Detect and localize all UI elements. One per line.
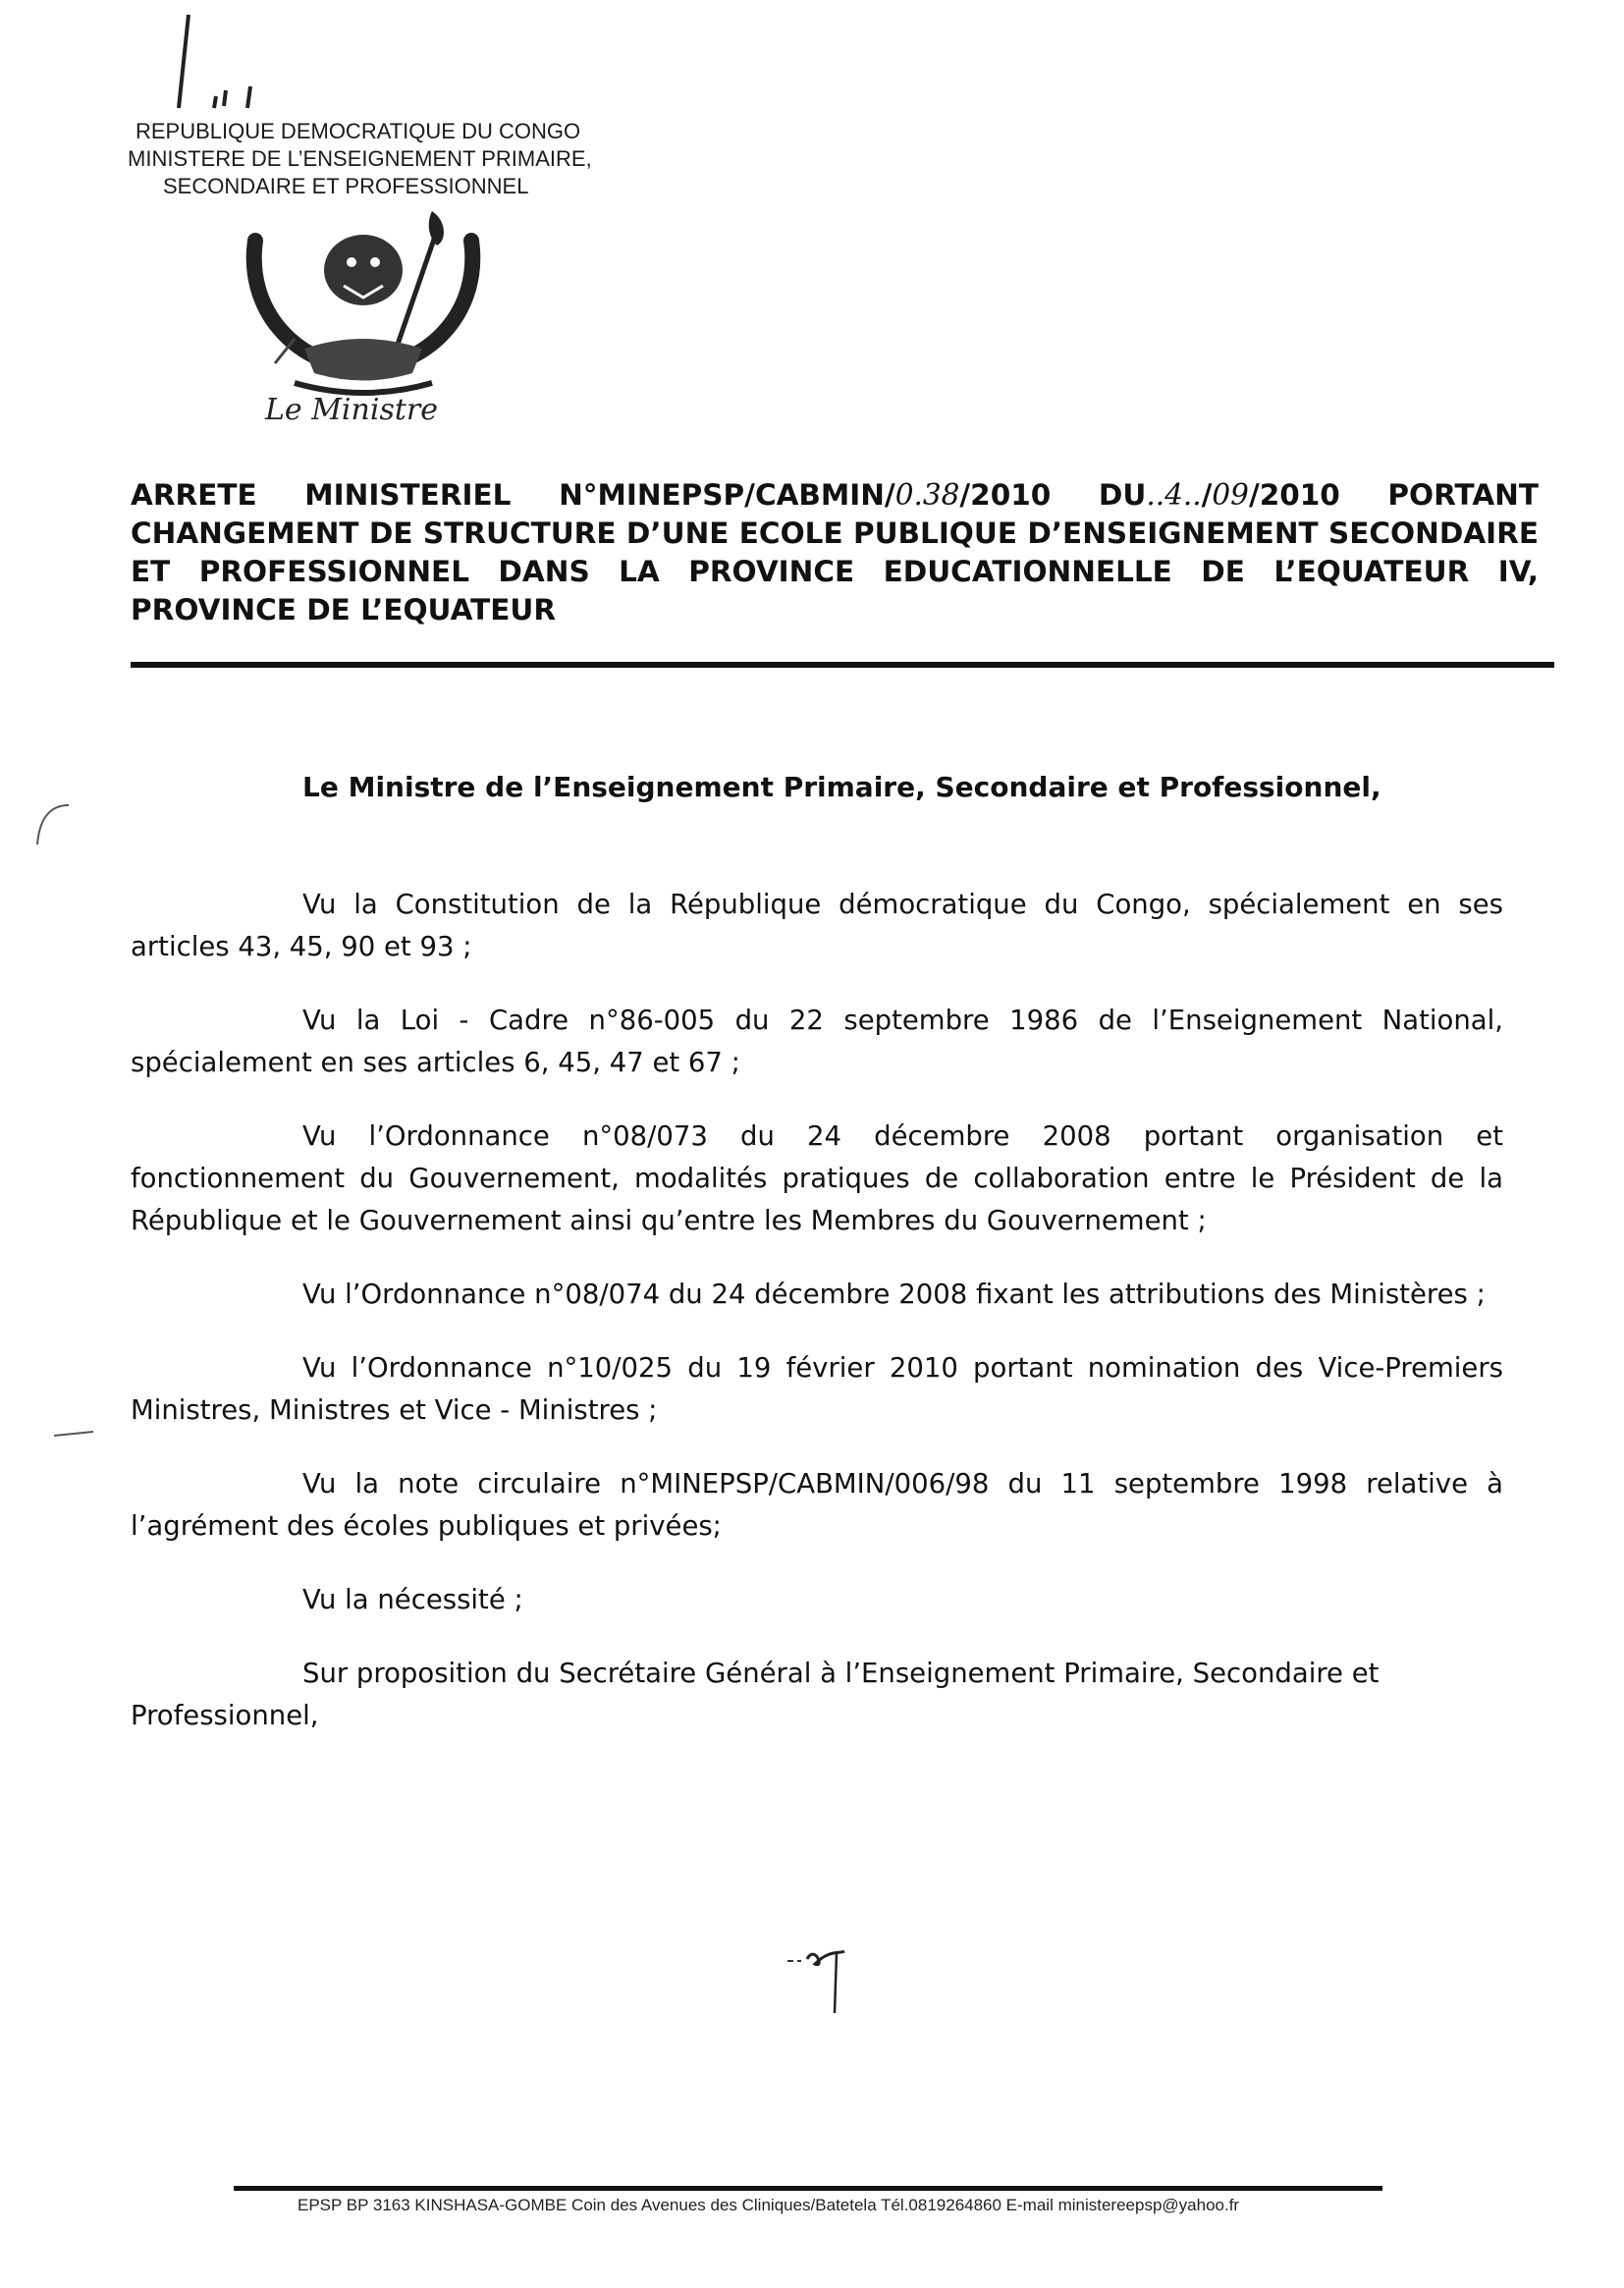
footer-contact: EPSP BP 3163 KINSHASA-GOMBE Coin des Avenues des Cliniques/Batetela Tél.0819264860 E-mail ministereepsp@yahoo.fr — [298, 2196, 1240, 2214]
margin-mark — [29, 800, 79, 849]
decree-title — [131, 476, 1539, 629]
preamble-paragraph: Vu la Constitution de la République démocratique du Congo, spécialement en ses articles 43, 45, 90 et 93 ; — [131, 889, 1503, 962]
preamble — [131, 884, 1503, 1769]
preamble-paragraph: Vu l’Ordonnance n°10/025 du 19 février 2010 portant nomination des Vice-Premiers Ministres, Ministres et Vice - Ministres ; — [131, 1352, 1503, 1426]
preamble-paragraph: Vu la nécessité ; — [302, 1584, 523, 1615]
title-part-2: /2010 DU — [959, 478, 1147, 512]
country-name: REPUBLIQUE DEMOCRATIQUE DU CONGO — [135, 119, 581, 143]
preamble-paragraph: Vu l’Ordonnance n°08/073 du 24 décembre 2008 portant organisation et fonctionnement du Gouvernement, modalités pratiques de collaboration entre le Président de la République et le Gouvernement ainsi qu’entre les Membres du Gouvernement ; — [131, 1120, 1503, 1236]
handwritten-month: 09 — [1212, 478, 1249, 512]
preamble-paragraph: Sur proposition du Secrétaire Général à l’Enseignement Primaire, Secondaire et Professionnel, — [131, 1658, 1380, 1731]
margin-mark — [49, 1424, 98, 1444]
ministry-name-cont: SECONDAIRE ET PROFESSIONNEL — [163, 174, 529, 198]
coat-of-arms-emblem — [236, 191, 491, 398]
letterhead — [128, 118, 592, 200]
title-underline — [131, 662, 1554, 668]
preamble-paragraph: Vu la Loi - Cadre n°86-005 du 22 septembre 1986 de l’Enseignement National, spécialement en ses articles 6, 45, 47 et 67 ; — [131, 1005, 1503, 1078]
title-separator: / — [1201, 478, 1213, 512]
handwritten-initials — [785, 1939, 864, 2018]
title-part-3: /2010 PORTANT CHANGEMENT DE STRUCTURE D’UNE ECOLE PUBLIQUE D’ENSEIGNEMENT SECONDAIRE ET PROFESSIONNEL DANS LA PROVINCE EDUCATIONNELLE DE L’EQUATEUR IV, PROVINCE DE L’EQUATEUR — [131, 478, 1539, 626]
issuing-authority: Le Ministre de l’Enseignement Primaire, Secondaire et Professionnel, — [302, 771, 1381, 803]
ministry-name: MINISTERE DE L’ENSEIGNEMENT PRIMAIRE, — [128, 146, 592, 171]
handwritten-mark — [157, 10, 275, 118]
minister-signature-label: Le Ministre — [265, 393, 438, 427]
preamble-paragraph: Vu l’Ordonnance n°08/074 du 24 décembre 2008 fixant les attributions des Ministères ; — [302, 1279, 1486, 1310]
title-part-1: ARRETE MINISTERIEL N°MINEPSP/CABMIN/ — [131, 478, 895, 512]
handwritten-decree-number: 0.38 — [894, 478, 960, 512]
footer-rule — [234, 2186, 1382, 2191]
handwritten-day: ..4.. — [1146, 478, 1202, 512]
preamble-paragraph: Vu la note circulaire n°MINEPSP/CABMIN/006/98 du 11 septembre 1998 relative à l’agrément des écoles publiques et privées; — [131, 1468, 1503, 1542]
